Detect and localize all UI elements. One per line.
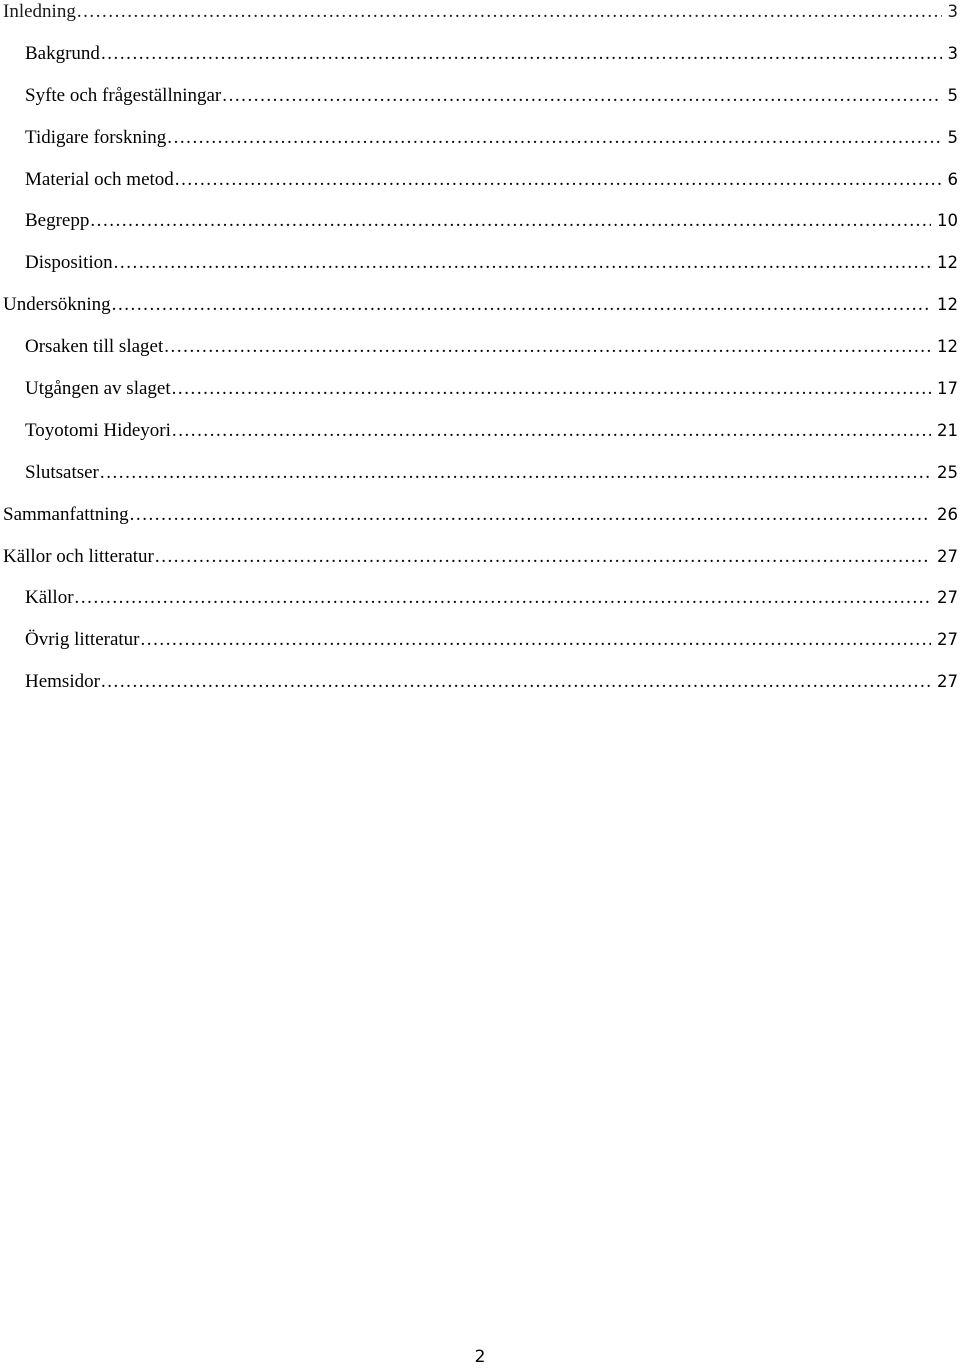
page-number: 2 <box>474 1347 486 1367</box>
dot-leader <box>101 670 931 694</box>
toc-entry-ovrig-litteratur[interactable] <box>0 628 960 670</box>
toc-entry-page: 26 <box>937 504 958 524</box>
toc-entry-title: Toyotomi Hideyori <box>25 419 171 441</box>
toc-entry-begrepp[interactable] <box>0 209 960 251</box>
toc-entry-undersokning[interactable] <box>0 293 960 335</box>
dot-leader <box>114 251 931 275</box>
toc-entry-title: Material och metod <box>25 168 174 190</box>
toc-entry-disposition[interactable] <box>0 251 960 293</box>
dot-leader <box>101 42 942 66</box>
toc-entry-title: Slutsatser <box>25 461 99 483</box>
toc-entry-title: Bakgrund <box>25 42 100 64</box>
toc-row <box>25 335 960 359</box>
toc-entry-page: 27 <box>937 546 958 566</box>
toc-entry-sammanfattning[interactable] <box>0 503 960 545</box>
toc-entry-slutsatser[interactable] <box>0 461 960 503</box>
toc-row <box>25 84 960 108</box>
toc-row <box>25 209 960 233</box>
dot-leader <box>130 503 931 527</box>
toc-row <box>25 168 960 192</box>
toc-entry-kallor[interactable] <box>0 586 960 628</box>
dot-leader <box>222 84 941 108</box>
toc-entry-kallor-och-litteratur[interactable] <box>0 545 960 587</box>
toc-entry-page: 27 <box>937 630 958 650</box>
toc-row <box>25 628 960 652</box>
dot-leader <box>172 419 931 443</box>
toc-entry-page: 3 <box>947 43 958 63</box>
toc-entry-title: Undersökning <box>3 294 111 316</box>
toc-entry-title: Syfte och frågeställningar <box>25 84 222 106</box>
dot-leader <box>100 461 931 485</box>
dot-leader <box>77 0 942 24</box>
toc-entry-tidigare-forskning[interactable] <box>0 126 960 168</box>
dot-leader <box>175 168 942 192</box>
toc-entry-title: Inledning <box>3 1 76 22</box>
toc-row <box>25 251 960 275</box>
toc-entry-title: Hemsidor <box>25 671 100 693</box>
toc-entry-title: Källor och litteratur <box>3 545 154 567</box>
toc-entry-page: 6 <box>947 169 958 189</box>
dot-leader <box>112 293 931 317</box>
toc-row <box>3 0 960 24</box>
toc-entry-page: 10 <box>937 211 958 231</box>
toc-entry-toyotomi-hideyori[interactable] <box>0 419 960 461</box>
toc-entry-title: Källor <box>25 587 74 609</box>
toc-row <box>25 42 960 66</box>
toc-entry-title: Utgången av slaget <box>25 378 171 400</box>
toc-row <box>3 503 960 527</box>
toc-entry-title: Sammanfattning <box>3 503 129 525</box>
toc-row <box>25 126 960 150</box>
toc-entry-hemsidor[interactable] <box>0 670 960 712</box>
dot-leader <box>75 586 931 610</box>
toc-entry-page: 17 <box>937 379 958 399</box>
toc-entry-title: Orsaken till slaget <box>25 336 164 358</box>
toc-entry-orsaken-till-slaget[interactable] <box>0 335 960 377</box>
toc-entry-utgangen-av-slaget[interactable] <box>0 377 960 419</box>
toc-entry-page: 27 <box>937 588 958 608</box>
toc-entry-inledning[interactable] <box>0 0 960 42</box>
toc-entry-material-och-metod[interactable] <box>0 168 960 210</box>
toc-row <box>3 293 960 317</box>
dot-leader <box>90 209 931 233</box>
toc-entry-syfte[interactable] <box>0 84 960 126</box>
toc-row <box>25 461 960 485</box>
toc-entry-bakgrund[interactable] <box>0 42 960 84</box>
toc-entry-page: 3 <box>947 2 958 21</box>
toc-entry-page: 12 <box>937 253 958 273</box>
toc-row <box>25 586 960 610</box>
toc-row <box>25 670 960 694</box>
dot-leader <box>141 628 932 652</box>
toc-entry-page: 12 <box>937 337 958 357</box>
toc-entry-title: Disposition <box>25 252 113 274</box>
toc-entry-page: 12 <box>937 295 958 315</box>
toc-entry-title: Övrig litteratur <box>25 629 140 651</box>
dot-leader <box>167 126 941 150</box>
toc-entry-page: 5 <box>947 85 958 105</box>
toc-row <box>3 545 960 569</box>
toc-entry-page: 27 <box>937 672 958 692</box>
toc-row <box>25 377 960 401</box>
toc-entry-page: 21 <box>937 420 958 440</box>
dot-leader <box>172 377 931 401</box>
toc-entry-page: 5 <box>947 127 958 147</box>
toc-row <box>25 419 960 443</box>
toc-entry-title: Tidigare forskning <box>25 126 167 148</box>
toc-entry-page: 25 <box>937 462 958 482</box>
dot-leader <box>155 545 931 569</box>
toc-entry-title: Begrepp <box>25 210 90 232</box>
dot-leader <box>164 335 931 359</box>
